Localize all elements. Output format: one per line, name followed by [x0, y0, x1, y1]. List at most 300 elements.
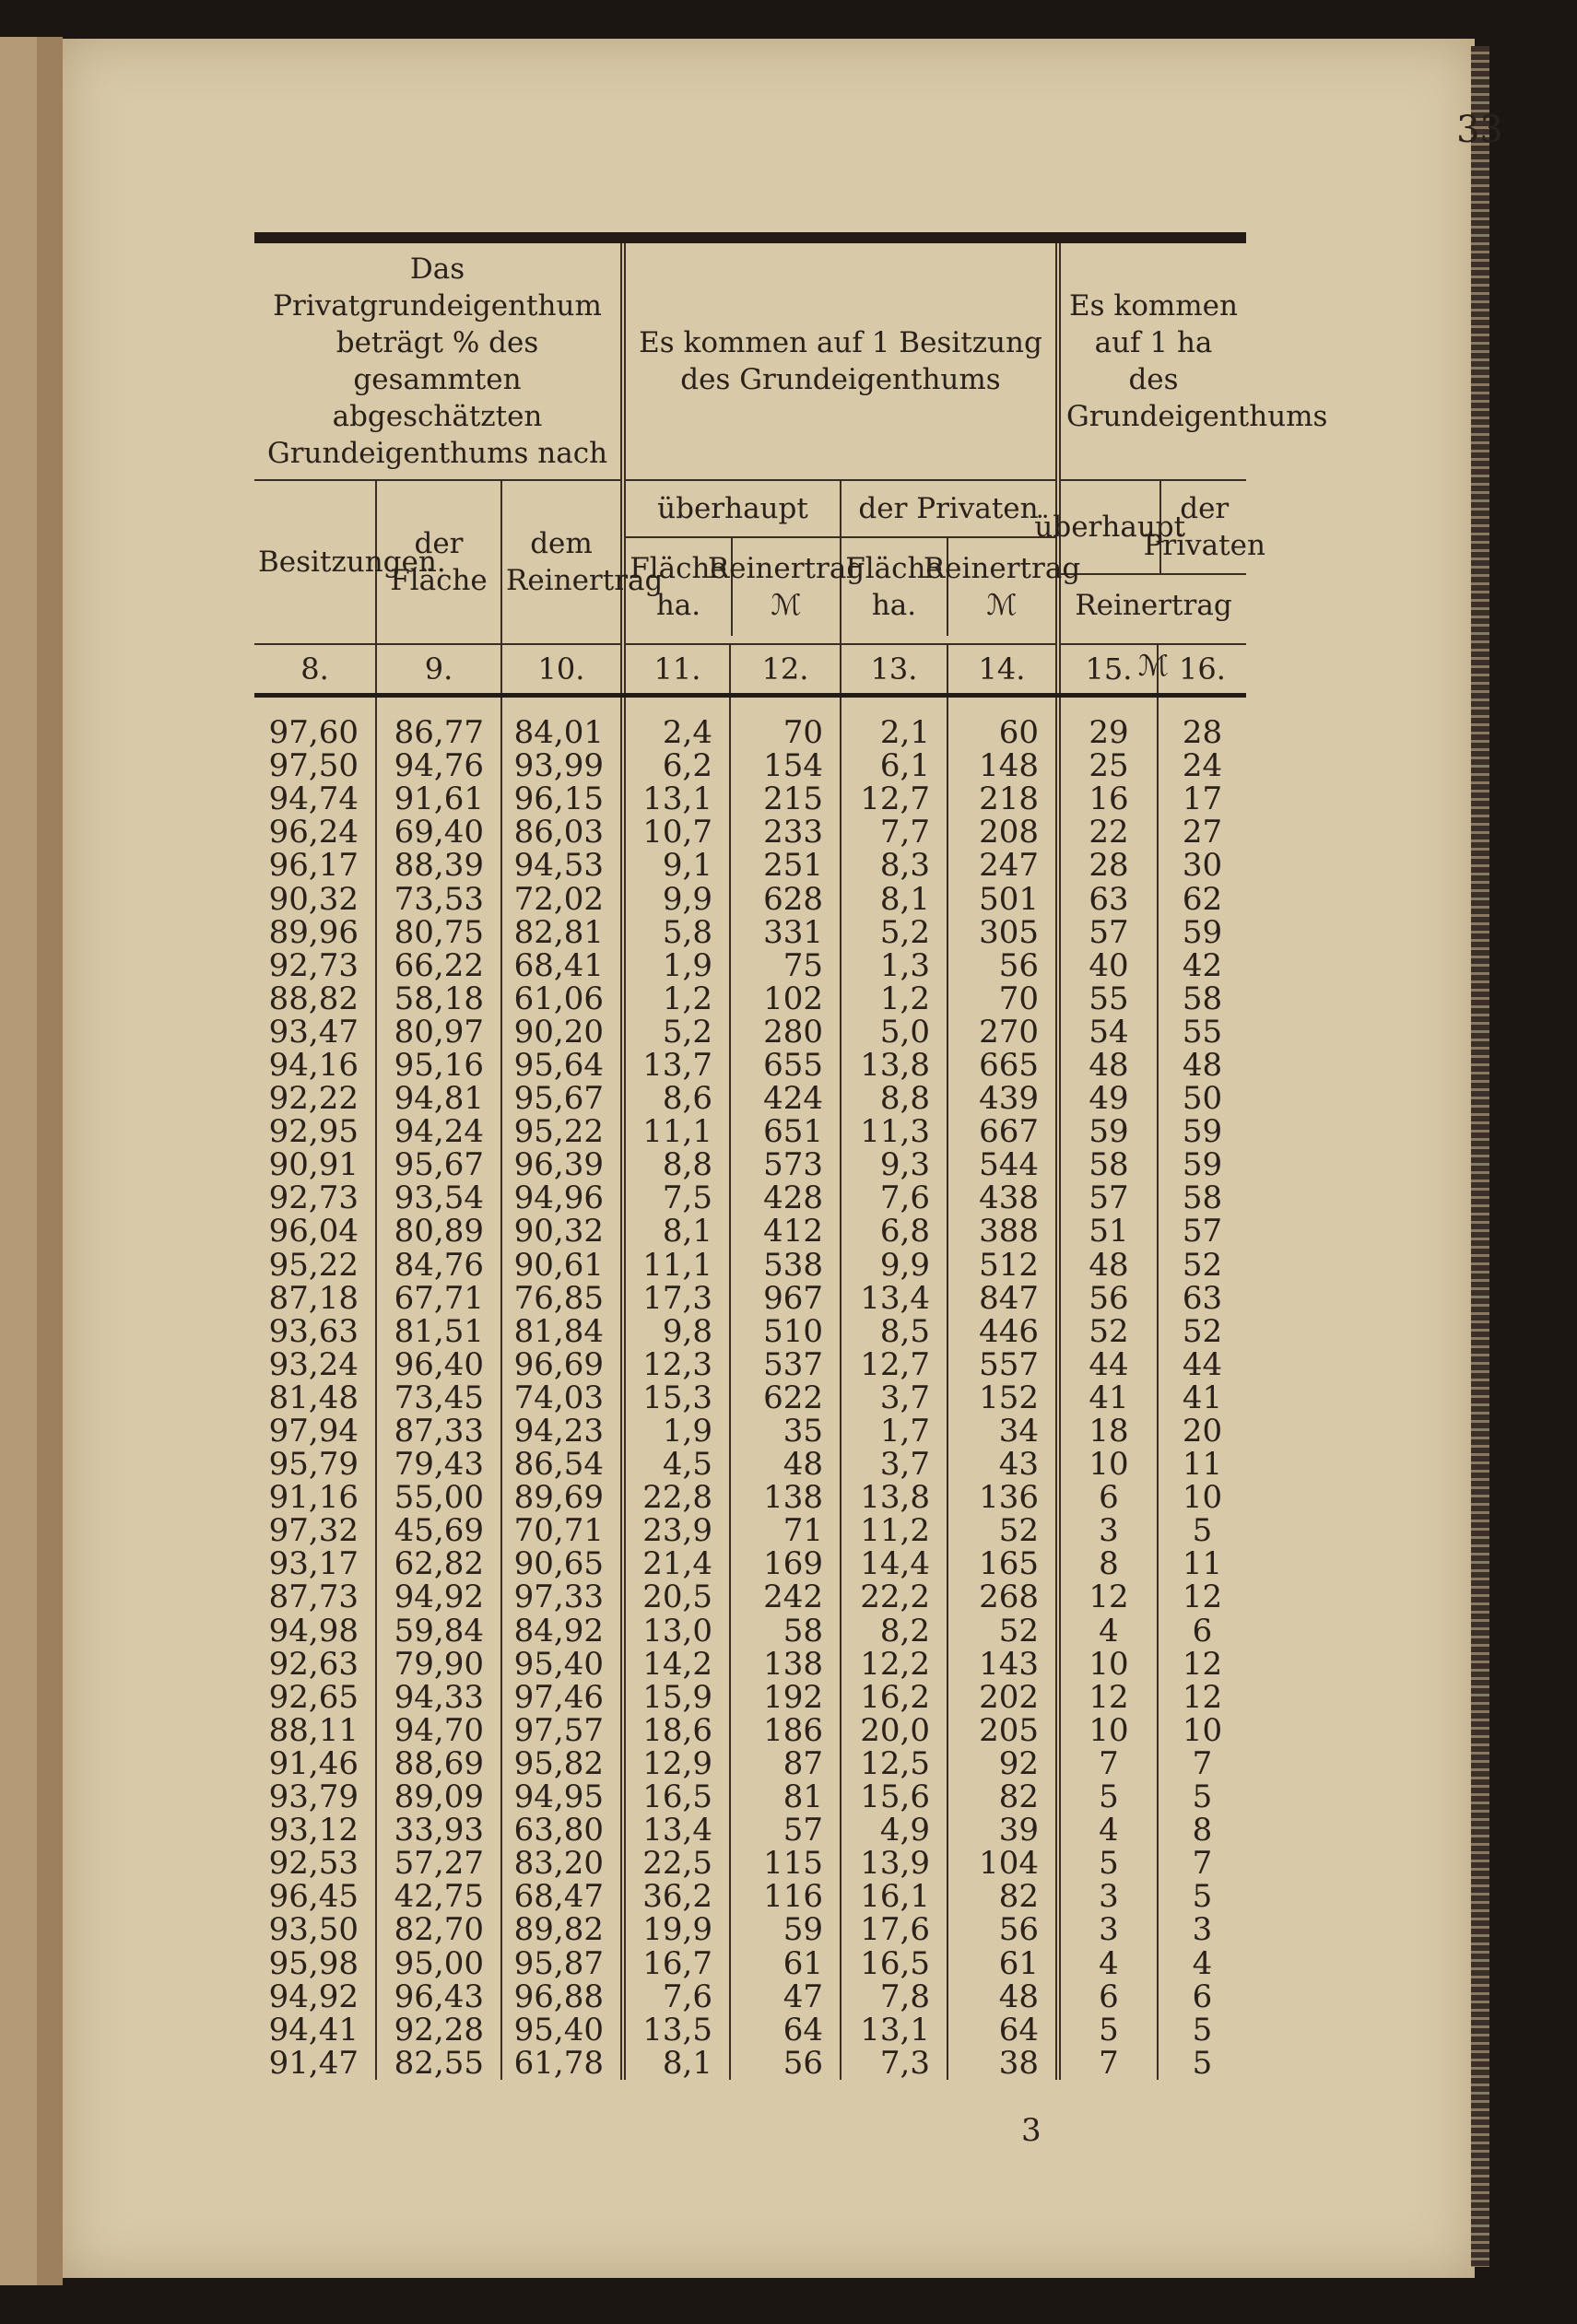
cell-col-9: 95,00: [376, 1946, 501, 1979]
cell-col-11: 16,7: [623, 1946, 730, 1979]
cell-col-10: 93,99: [501, 749, 623, 782]
col-number-10: 10.: [501, 644, 623, 693]
table-row: [254, 1215, 1246, 1248]
cell-col-11: 5,8: [623, 916, 730, 949]
header-overall-group: [623, 480, 865, 644]
cell-col-16: 3: [1192, 1911, 1213, 1949]
cell-col-12: 154: [730, 749, 841, 782]
cell-col-11: 5,2: [623, 1015, 730, 1049]
cell-col-12: 138: [730, 1648, 841, 1681]
cell-col-14: 60: [947, 716, 1058, 749]
cell-col-8: 93,79: [254, 1780, 376, 1813]
cell-col-8: 93,24: [254, 1348, 376, 1381]
cell-col-10: 61,06: [501, 982, 623, 1015]
cell-col-14: 667: [947, 1115, 1058, 1148]
header-overall: überhaupt: [626, 481, 840, 538]
cell-col-12: 115: [730, 1847, 841, 1880]
cell-col-9: 95,67: [376, 1148, 501, 1181]
cell-col-14: 544: [947, 1148, 1058, 1181]
cell-col-11: 7,5: [623, 1181, 730, 1215]
cell-col-11: 8,6: [623, 1082, 730, 1115]
cell-col-15: 55: [1058, 982, 1158, 1015]
cell-col-13: 12,2: [841, 1648, 947, 1681]
cell-col-14: 268: [947, 1580, 1058, 1614]
table-row: [254, 1980, 1246, 2013]
cell-col-16: 57: [1182, 1213, 1223, 1250]
cell-col-11: 1,9: [623, 1414, 730, 1448]
cell-col-10: 97,33: [501, 1580, 623, 1614]
header-col-8: Besitzungen.: [254, 480, 376, 644]
cell-col-8: 88,11: [254, 1714, 376, 1747]
cell-col-12: 87: [730, 1747, 841, 1780]
cell-col-13: 7,6: [841, 1181, 947, 1215]
cell-col-13: 17,6: [841, 1913, 947, 1946]
cell-col-9: 95,16: [376, 1049, 501, 1082]
cell-col-15: 25: [1058, 749, 1158, 782]
cell-col-16: 24: [1182, 747, 1223, 785]
cell-col-9: 80,89: [376, 1215, 501, 1248]
cell-col-12: 138: [730, 1481, 841, 1514]
cell-col-15: 12: [1058, 1580, 1158, 1614]
cell-col-8: 92,95: [254, 1115, 376, 1148]
cell-col-12: 538: [730, 1249, 841, 1282]
cell-col-10: 96,39: [501, 1148, 623, 1181]
cell-col-8: 97,32: [254, 1514, 376, 1547]
cell-col-15: 12: [1058, 1681, 1158, 1714]
cell-col-12: 169: [730, 1547, 841, 1580]
cell-col-9: 94,81: [376, 1082, 501, 1115]
cell-col-12: 967: [730, 1282, 841, 1315]
table-row: [254, 1714, 1246, 1747]
cell-col-11: 9,9: [623, 882, 730, 915]
cell-col-13: 6,1: [841, 749, 947, 782]
table-row: [254, 1082, 1246, 1115]
cell-col-9: 59,84: [376, 1614, 501, 1648]
cell-col-8: 94,16: [254, 1049, 376, 1082]
cell-col-15: 8: [1058, 1547, 1158, 1580]
cell-col-16: 12: [1182, 1678, 1223, 1716]
cell-col-8: 95,22: [254, 1249, 376, 1282]
table-row: [254, 1681, 1246, 1714]
cell-col-9: 73,53: [376, 882, 501, 915]
cell-col-14: 847: [947, 1282, 1058, 1315]
cell-col-13: 16,2: [841, 1681, 947, 1714]
table-row: [254, 1946, 1246, 1979]
cell-col-9: 89,09: [376, 1780, 501, 1813]
cell-col-10: 90,61: [501, 1249, 623, 1282]
cell-col-11: 22,8: [623, 1481, 730, 1514]
cell-col-10: 95,22: [501, 1115, 623, 1148]
cell-col-12: 331: [730, 916, 841, 949]
cell-col-16: 59: [1182, 1113, 1223, 1151]
cell-col-14: 92: [947, 1747, 1058, 1780]
cell-col-8: 96,17: [254, 849, 376, 882]
cell-col-8: 87,73: [254, 1580, 376, 1614]
table-row: [254, 1015, 1246, 1049]
cell-col-10: 68,47: [501, 1880, 623, 1913]
cell-col-10: 94,53: [501, 849, 623, 882]
table-row: [254, 1614, 1246, 1648]
cell-col-15: 10: [1058, 1714, 1158, 1747]
header-col-12: Reinertrag ℳ: [707, 552, 865, 622]
cell-col-11: 4,5: [623, 1448, 730, 1481]
cell-col-11: 12,3: [623, 1348, 730, 1381]
table-row: [254, 2047, 1246, 2080]
col-number-15: 15.: [1058, 644, 1158, 693]
cell-col-9: 84,76: [376, 1249, 501, 1282]
cell-col-12: 116: [730, 1880, 841, 1913]
cell-col-8: 94,92: [254, 1980, 376, 2013]
cell-col-15: 6: [1058, 1481, 1158, 1514]
cell-col-11: 18,6: [623, 1714, 730, 1747]
cell-col-15: 5: [1058, 2013, 1158, 2047]
cell-col-16: 55: [1182, 1013, 1223, 1050]
table-row: [254, 1282, 1246, 1315]
cell-col-16: 10: [1182, 1711, 1223, 1749]
cell-col-10: 95,67: [501, 1082, 623, 1115]
cell-col-9: 73,45: [376, 1381, 501, 1414]
cell-col-9: 94,76: [376, 749, 501, 782]
cell-col-14: 557: [947, 1348, 1058, 1381]
cell-col-10: 84,01: [501, 716, 623, 749]
cell-col-16: 27: [1182, 814, 1223, 851]
cell-col-8: 88,82: [254, 982, 376, 1015]
cell-col-9: 79,90: [376, 1648, 501, 1681]
header-private: der Privaten: [841, 481, 1055, 538]
cell-col-14: 247: [947, 849, 1058, 882]
cell-col-15: 56: [1058, 1282, 1158, 1315]
cell-col-13: 4,9: [841, 1813, 947, 1847]
cell-col-8: 93,47: [254, 1015, 376, 1049]
cell-col-10: 96,69: [501, 1348, 623, 1381]
cell-col-11: 14,2: [623, 1648, 730, 1681]
cell-col-16: 58: [1182, 1180, 1223, 1217]
cell-col-13: 13,4: [841, 1282, 947, 1315]
table-row: [254, 716, 1246, 749]
cell-col-15: 10: [1058, 1448, 1158, 1481]
cell-col-12: 424: [730, 1082, 841, 1115]
cell-col-15: 3: [1058, 1514, 1158, 1547]
cell-col-11: 15,3: [623, 1381, 730, 1414]
header-per-holding: Es kommen auf 1 Besitzung des Grundeigenthums: [623, 243, 1058, 480]
cell-col-10: 89,69: [501, 1481, 623, 1514]
cell-col-13: 5,0: [841, 1015, 947, 1049]
cell-col-12: 428: [730, 1181, 841, 1215]
column-number-row: [254, 644, 1246, 693]
col-number-13: 13.: [841, 644, 947, 693]
cell-col-11: 9,1: [623, 849, 730, 882]
cell-col-13: 13,8: [841, 1481, 947, 1514]
cell-col-15: 4: [1058, 1946, 1158, 1979]
col-number-14: 14.: [947, 644, 1058, 693]
cell-col-8: 96,45: [254, 1880, 376, 1913]
cell-col-10: 90,32: [501, 1215, 623, 1248]
cell-col-10: 90,20: [501, 1015, 623, 1049]
cell-col-9: 81,51: [376, 1315, 501, 1348]
cell-col-9: 96,40: [376, 1348, 501, 1381]
cell-col-13: 6,8: [841, 1215, 947, 1248]
cell-col-10: 94,95: [501, 1780, 623, 1813]
cell-col-12: 280: [730, 1015, 841, 1049]
cell-col-12: 651: [730, 1115, 841, 1148]
col-number-12: 12.: [730, 644, 841, 693]
cell-col-9: 80,75: [376, 916, 501, 949]
table-body: [254, 716, 1246, 2080]
cell-col-13: 13,1: [841, 2013, 947, 2047]
cell-col-11: 19,9: [623, 1913, 730, 1946]
cell-col-14: 52: [947, 1614, 1058, 1648]
cell-col-16: 5: [1192, 2044, 1213, 2082]
cell-col-13: 8,3: [841, 849, 947, 882]
table-row: [254, 1648, 1246, 1681]
cell-col-8: 94,74: [254, 782, 376, 816]
cell-col-12: 412: [730, 1215, 841, 1248]
cell-col-10: 86,54: [501, 1448, 623, 1481]
table-row: [254, 1148, 1246, 1181]
cell-col-12: 251: [730, 849, 841, 882]
cell-col-11: 13,5: [623, 2013, 730, 2047]
cell-col-14: 438: [947, 1181, 1058, 1215]
header-per-hectare: Es kommen auf 1 ha des Grundeigenthums: [1058, 243, 1246, 480]
cell-col-16: 52: [1182, 1312, 1223, 1350]
col-number-8: 8.: [254, 644, 376, 693]
cell-col-8: 93,63: [254, 1315, 376, 1348]
cell-col-11: 17,3: [623, 1282, 730, 1315]
cell-col-15: 52: [1058, 1315, 1158, 1348]
cell-col-8: 91,46: [254, 1747, 376, 1780]
cell-col-13: 13,9: [841, 1847, 947, 1880]
cell-col-15: 3: [1058, 1880, 1158, 1913]
header-col-10: dem Reinertrag: [501, 480, 623, 644]
cell-col-11: 1,9: [623, 949, 730, 982]
cell-col-13: 1,2: [841, 982, 947, 1015]
table-row: [254, 782, 1246, 816]
cell-col-13: 8,2: [841, 1614, 947, 1648]
cell-col-13: 8,5: [841, 1315, 947, 1348]
header-col-14: Reinertrag ℳ: [923, 552, 1081, 622]
cell-col-11: 8,1: [623, 2047, 730, 2080]
cell-col-15: 6: [1058, 1980, 1158, 2013]
cell-col-16: 59: [1182, 1146, 1223, 1184]
cell-col-14: 82: [947, 1780, 1058, 1813]
cell-col-15: 4: [1058, 1813, 1158, 1847]
cell-col-8: 89,96: [254, 916, 376, 949]
cell-col-9: 79,43: [376, 1448, 501, 1481]
cell-col-9: 42,75: [376, 1880, 501, 1913]
cell-col-15: 57: [1058, 1181, 1158, 1215]
cell-col-15: 10: [1058, 1648, 1158, 1681]
table-row: [254, 1880, 1246, 1913]
cell-col-14: 388: [947, 1215, 1058, 1248]
cell-col-8: 92,73: [254, 1181, 376, 1215]
cell-col-11: 8,8: [623, 1148, 730, 1181]
cell-col-10: 95,87: [501, 1946, 623, 1979]
cell-col-13: 9,3: [841, 1148, 947, 1181]
cell-col-8: 87,18: [254, 1282, 376, 1315]
cell-col-11: 1,2: [623, 982, 730, 1015]
cell-col-10: 76,85: [501, 1282, 623, 1315]
cell-col-16: 7: [1192, 1845, 1213, 1883]
cell-col-16: 42: [1182, 946, 1223, 984]
cell-col-16: 48: [1182, 1046, 1223, 1084]
cell-col-10: 97,46: [501, 1681, 623, 1714]
cell-col-16: 10: [1182, 1479, 1223, 1517]
cell-col-11: 15,9: [623, 1681, 730, 1714]
cell-col-8: 92,22: [254, 1082, 376, 1115]
cell-col-10: 94,23: [501, 1414, 623, 1448]
cell-col-9: 62,82: [376, 1547, 501, 1580]
table-row: [254, 1547, 1246, 1580]
cell-col-8: 94,41: [254, 2013, 376, 2047]
cell-col-12: 58: [730, 1614, 841, 1648]
cell-col-8: 97,50: [254, 749, 376, 782]
cell-col-11: 2,4: [623, 716, 730, 749]
cell-col-13: 7,8: [841, 1980, 947, 2013]
cell-col-10: 72,02: [501, 882, 623, 915]
cell-col-13: 8,8: [841, 1082, 947, 1115]
cell-col-10: 95,82: [501, 1747, 623, 1780]
cell-col-11: 13,0: [623, 1614, 730, 1648]
table-row: [254, 1481, 1246, 1514]
cell-col-8: 95,79: [254, 1448, 376, 1481]
cell-col-15: 40: [1058, 949, 1158, 982]
cell-col-15: 44: [1058, 1348, 1158, 1381]
cell-col-16: 20: [1182, 1413, 1223, 1450]
cell-col-12: 75: [730, 949, 841, 982]
cell-col-8: 93,50: [254, 1913, 376, 1946]
cell-col-13: 11,3: [841, 1115, 947, 1148]
cell-col-11: 13,1: [623, 782, 730, 816]
cell-col-12: 192: [730, 1681, 841, 1714]
cell-col-9: 92,28: [376, 2013, 501, 2047]
cell-col-9: 33,93: [376, 1813, 501, 1847]
cell-col-8: 91,16: [254, 1481, 376, 1514]
cell-col-14: 665: [947, 1049, 1058, 1082]
header-col-15-16-unit: Reinertrag ℳ: [1075, 589, 1232, 683]
cell-col-15: 7: [1058, 1747, 1158, 1780]
cell-col-12: 47: [730, 1980, 841, 2013]
cell-col-8: 94,98: [254, 1614, 376, 1648]
cell-col-11: 13,4: [623, 1813, 730, 1847]
signature-mark: 3: [1021, 2112, 1042, 2149]
col-number-11: 11.: [623, 644, 730, 693]
cell-col-9: 86,77: [376, 716, 501, 749]
cell-col-13: 15,6: [841, 1780, 947, 1813]
cell-col-10: 81,84: [501, 1315, 623, 1348]
cell-col-13: 14,4: [841, 1547, 947, 1580]
cell-col-16: 12: [1182, 1645, 1223, 1683]
col-number-9: 9.: [376, 644, 501, 693]
cell-col-10: 95,40: [501, 2013, 623, 2047]
cell-col-10: 94,96: [501, 1181, 623, 1215]
cell-col-14: 39: [947, 1813, 1058, 1847]
cell-col-14: 82: [947, 1880, 1058, 1913]
cell-col-11: 16,5: [623, 1780, 730, 1813]
table-row: [254, 1115, 1246, 1148]
cell-col-13: 16,1: [841, 1880, 947, 1913]
cell-col-12: 233: [730, 816, 841, 849]
cell-col-11: 12,9: [623, 1747, 730, 1780]
cell-col-8: 90,32: [254, 882, 376, 915]
cell-col-8: 91,47: [254, 2047, 376, 2080]
cell-col-9: 80,97: [376, 1015, 501, 1049]
cell-col-15: 18: [1058, 1414, 1158, 1448]
cell-col-15: 48: [1058, 1049, 1158, 1082]
cell-col-13: 3,7: [841, 1381, 947, 1414]
cell-col-13: 11,2: [841, 1514, 947, 1547]
cell-col-12: 35: [730, 1414, 841, 1448]
cell-col-13: 20,0: [841, 1714, 947, 1747]
cell-col-13: 7,3: [841, 2047, 947, 2080]
cell-col-16: 30: [1182, 847, 1223, 885]
cell-col-15: 5: [1058, 1780, 1158, 1813]
table-row: [254, 1780, 1246, 1813]
cell-col-9: 94,24: [376, 1115, 501, 1148]
cell-col-15: 22: [1058, 816, 1158, 849]
cell-col-15: 29: [1058, 716, 1158, 749]
cell-col-13: 12,5: [841, 1747, 947, 1780]
header-private-share: Das Privatgrundeigenthum beträgt % des gesammten abgeschätzten Grundeigenthums nach: [254, 243, 623, 480]
cell-col-9: 96,43: [376, 1980, 501, 2013]
cell-col-9: 93,54: [376, 1181, 501, 1215]
cell-col-14: 48: [947, 1980, 1058, 2013]
col-number-16: 16.: [1158, 644, 1246, 693]
cell-col-16: 62: [1182, 880, 1223, 918]
cell-col-11: 23,9: [623, 1514, 730, 1547]
cell-col-12: 102: [730, 982, 841, 1015]
cell-col-12: 56: [730, 2047, 841, 2080]
cell-col-10: 89,82: [501, 1913, 623, 1946]
cell-col-14: 43: [947, 1448, 1058, 1481]
table-row: [254, 949, 1246, 982]
table-row: [254, 1414, 1246, 1448]
cell-col-13: 9,9: [841, 1249, 947, 1282]
cell-col-14: 165: [947, 1547, 1058, 1580]
cell-col-12: 186: [730, 1714, 841, 1747]
cell-col-13: 12,7: [841, 782, 947, 816]
cell-col-8: 93,12: [254, 1813, 376, 1847]
cell-col-9: 94,70: [376, 1714, 501, 1747]
cell-col-13: 12,7: [841, 1348, 947, 1381]
cell-col-9: 94,92: [376, 1580, 501, 1614]
cell-col-15: 49: [1058, 1082, 1158, 1115]
cell-col-16: 52: [1182, 1246, 1223, 1284]
cell-col-11: 11,1: [623, 1249, 730, 1282]
cell-col-14: 56: [947, 1913, 1058, 1946]
cell-col-15: 41: [1058, 1381, 1158, 1414]
cell-col-10: 63,80: [501, 1813, 623, 1847]
cell-col-9: 88,39: [376, 849, 501, 882]
cell-col-16: 17: [1182, 781, 1223, 818]
cell-col-16: 11: [1182, 1446, 1223, 1484]
cell-col-9: 66,22: [376, 949, 501, 982]
cell-col-11: 7,6: [623, 1980, 730, 2013]
cell-col-12: 70: [730, 716, 841, 749]
cell-col-10: 82,81: [501, 916, 623, 949]
cell-col-14: 34: [947, 1414, 1058, 1448]
cell-col-14: 501: [947, 882, 1058, 915]
cell-col-16: 12: [1182, 1579, 1223, 1616]
cell-col-13: 16,5: [841, 1946, 947, 1979]
cell-col-9: 91,61: [376, 782, 501, 816]
cell-col-16: 59: [1182, 913, 1223, 951]
cell-col-16: 4: [1192, 1944, 1213, 1982]
cell-col-14: 439: [947, 1082, 1058, 1115]
cell-col-10: 61,78: [501, 2047, 623, 2080]
cell-col-8: 92,65: [254, 1681, 376, 1714]
top-rule: [254, 232, 1246, 243]
cell-col-9: 69,40: [376, 816, 501, 849]
